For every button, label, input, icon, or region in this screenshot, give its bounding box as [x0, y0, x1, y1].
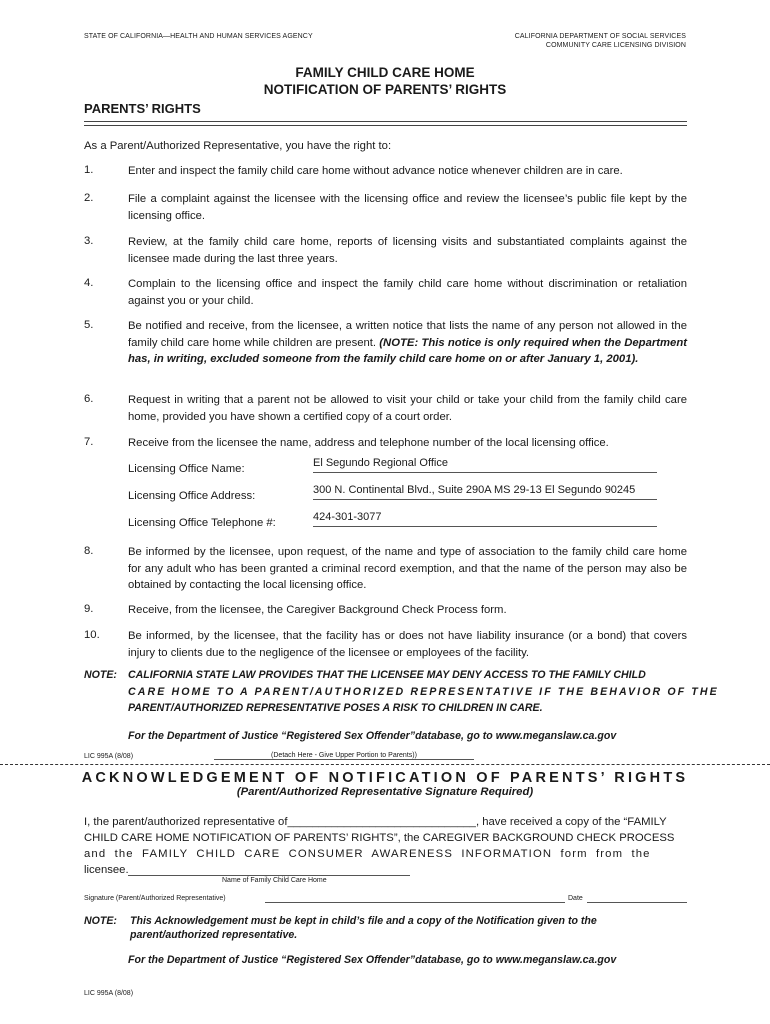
- licensing-office-address-field[interactable]: 300 N. Continental Blvd., Suite 290A MS 29-13 El Segundo 90245: [313, 484, 657, 500]
- section-heading-parents-rights: PARENTS’ RIGHTS: [84, 101, 201, 116]
- ack-text-line4: licensee.: [84, 864, 129, 876]
- item-number: 9.: [84, 603, 94, 615]
- law-note-label: NOTE:: [84, 669, 117, 681]
- law-note-line3: PARENT/AUTHORIZED REPRESENTATIVE POSES A RISK TO CHILDREN IN CARE.: [128, 702, 543, 714]
- signature-field[interactable]: [265, 893, 565, 903]
- doj-database-note: For the Department of Justice “Registered Sex Offender”database, go to www.meganslaw.ca.gov: [128, 730, 617, 742]
- item-number: 10.: [84, 629, 100, 641]
- family-child-care-home-name-label: Name of Family Child Care Home: [222, 877, 327, 884]
- ack-note-line2: parent/authorized representative.: [130, 929, 298, 941]
- licensing-office-name-label: Licensing Office Name:: [128, 463, 245, 475]
- intro-text: As a Parent/Authorized Representative, you have the right to:: [84, 140, 392, 152]
- item-text: Request in writing that a parent not be allowed to visit your child or take your child from the family child care home, provided you have shown a certified copy of a court order.: [128, 394, 687, 423]
- ack-text-line1: I, the parent/authorized representative of______________________________, have received a copy of the “FAMILY: [84, 816, 667, 828]
- ack-text-line3: and the FAMILY CHILD CARE CONSUMER AWARENESS INFORMATION form from the: [84, 848, 651, 860]
- item-note: (NOTE: This notice is only required when the Department has, in writing, excluded someone from the family child care home on or after January 1, 2001).: [128, 336, 687, 365]
- item-text: Be notified and receive, from the licensee, a written notice that lists the name of any person not allowed in the family child care home while children are present.: [128, 320, 687, 349]
- licensing-office-phone-field[interactable]: 424-301-3077: [313, 511, 657, 527]
- form-id-bottom: LIC 995A (8/08): [84, 990, 134, 997]
- acknowledgement-subtitle: (Parent/Authorized Representative Signature Required): [236, 786, 534, 798]
- date-label: Date: [568, 895, 583, 902]
- form-id: LIC 995A (8/08): [84, 753, 134, 760]
- licensing-office-address-label: Licensing Office Address:: [128, 490, 256, 502]
- item-text: Enter and inspect the family child care home without advance notice whenever children are in care.: [128, 165, 623, 177]
- law-note-line2: CARE HOME TO A PARENT/AUTHORIZED REPRESENTATIVE IF THE BEHAVIOR OF THE: [128, 686, 719, 698]
- item-number: 5.: [84, 319, 94, 331]
- item-text: Receive, from the licensee, the Caregiver Background Check Process form.: [128, 604, 507, 616]
- item-text: File a complaint against the licensee with the licensing office and review the licensee’s public file kept by the licensing office.: [128, 193, 687, 222]
- item-number: 6.: [84, 393, 94, 405]
- detach-line: [0, 764, 770, 765]
- family-child-care-home-name-field[interactable]: [128, 861, 410, 876]
- item-text-with-note: [128, 318, 687, 368]
- item-number: 4.: [84, 277, 94, 289]
- item-number: 8.: [84, 545, 94, 557]
- item-text: Receive from the licensee the name, address and telephone number of the local licensing office.: [128, 437, 609, 449]
- signature-label: Signature (Parent/Authorized Representative): [84, 895, 226, 902]
- item-number: 1.: [84, 164, 94, 176]
- item-text: Complain to the licensing office and inspect the family child care home without discrimination or retaliation against you or your child.: [128, 278, 687, 307]
- licensing-office-phone-label: Licensing Office Telephone #:: [128, 517, 276, 529]
- document-title-line2: NOTIFICATION OF PARENTS’ RIGHTS: [263, 82, 507, 97]
- law-note-line1: CALIFORNIA STATE LAW PROVIDES THAT THE LICENSEE MAY DENY ACCESS TO THE FAMILY CHILD: [128, 669, 646, 681]
- date-field[interactable]: [587, 893, 687, 903]
- item-text: Be informed, by the licensee, that the facility has or does not have liability insurance (or a bond) that covers injury to clients due to the negligence of the licensee or employees of the facility.: [128, 630, 687, 659]
- agency-header-right-2: COMMUNITY CARE LICENSING DIVISION: [545, 42, 686, 49]
- ack-note-label: NOTE:: [84, 915, 117, 927]
- item-number: 7.: [84, 436, 94, 448]
- section-divider: [84, 121, 687, 126]
- detach-instruction: (Detach Here - Give Upper Portion to Parents)): [214, 752, 474, 760]
- item-text: Review, at the family child care home, reports of licensing visits and substantiated complaints against the licensee made during the last three years.: [128, 236, 687, 265]
- item-text: Be informed by the licensee, upon request, of the name and type of association to the family child care home for any adult who has been granted a criminal record exemption, and that the name of the person may also be obtained by contacting the local licensing office.: [128, 546, 687, 591]
- item-number: 3.: [84, 235, 94, 247]
- ack-note-line1: This Acknowledgement must be kept in child’s file and a copy of the Notification given to the: [130, 915, 597, 927]
- doj-database-note-bottom: For the Department of Justice “Registered Sex Offender”database, go to www.meganslaw.ca.gov: [128, 954, 617, 966]
- item-number: 2.: [84, 192, 94, 204]
- licensing-office-name-field[interactable]: El Segundo Regional Office: [313, 457, 657, 473]
- agency-header-right-1: CALIFORNIA DEPARTMENT OF SOCIAL SERVICES: [514, 33, 686, 40]
- ack-text-line2: CHILD CARE HOME NOTIFICATION OF PARENTS’ RIGHTS”, the CAREGIVER BACKGROUND CHECK PROCESS: [84, 832, 675, 844]
- document-title-line1: FAMILY CHILD CARE HOME: [295, 65, 475, 80]
- acknowledgement-title: ACKNOWLEDGEMENT OF NOTIFICATION OF PARENTS’ RIGHTS: [81, 770, 689, 786]
- agency-header-left: STATE OF CALIFORNIA—HEALTH AND HUMAN SERVICES AGENCY: [84, 33, 313, 40]
